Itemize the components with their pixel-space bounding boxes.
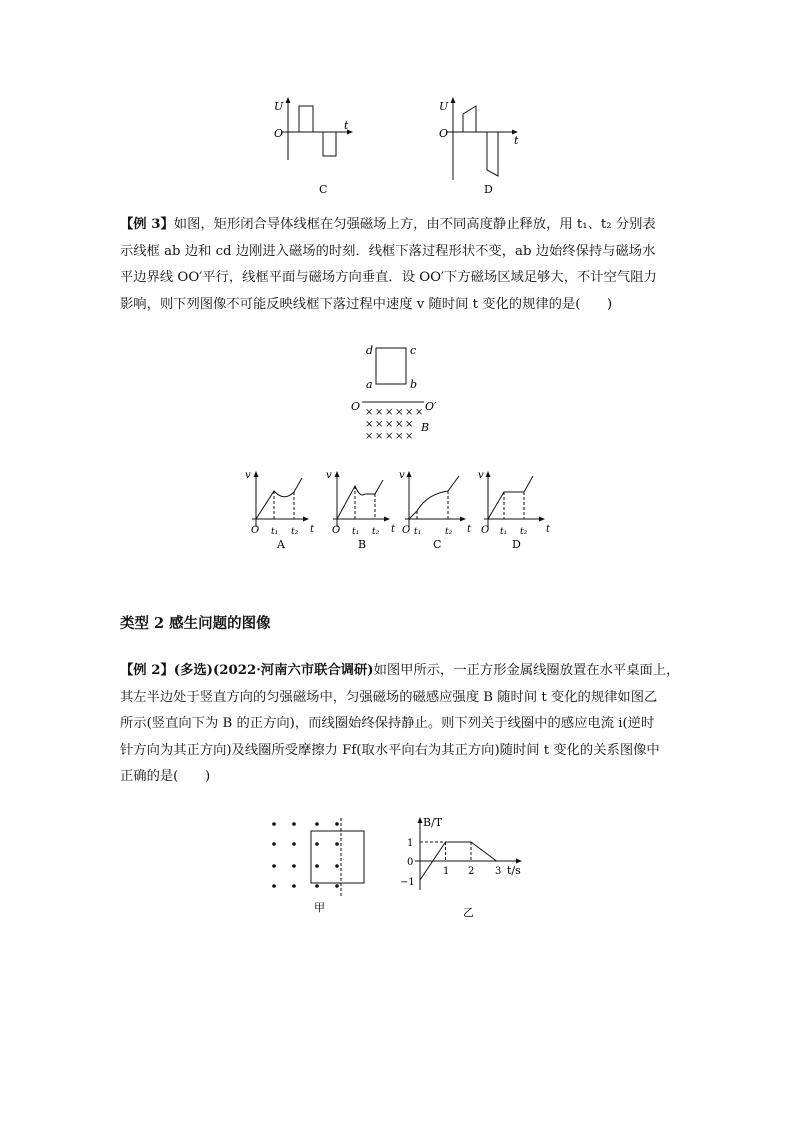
square-coil: [311, 831, 364, 883]
axis-t-label: t: [546, 524, 551, 535]
origin-label: O: [481, 525, 490, 536]
field-cross: ×: [375, 407, 384, 418]
field-dot: [315, 822, 319, 826]
axis-t-label: t: [344, 119, 349, 132]
wire-frame: [376, 348, 406, 384]
section-heading: 类型 2 感生问题的图像: [120, 615, 271, 632]
origin-label: O: [332, 525, 341, 536]
field-dot: [335, 864, 339, 868]
t2-label: t₂: [372, 527, 380, 537]
graph-label-d: D: [512, 538, 521, 551]
example-2-line-3: 所示(竖直向下为 B 的正方向)，而线圈始终保持静止。则下列关于线圈中的感应电流 i(逆时: [120, 716, 655, 731]
x-axis-label: t/s: [507, 864, 521, 877]
field-dot: [335, 842, 339, 846]
example-2-line-4: 针方向为其正方向)及线圈所受摩擦力 Ff(取水平向右为其正方向)随时间 t 变化的关系图像中: [120, 742, 660, 758]
corner-b: b: [410, 378, 418, 391]
corner-c: c: [410, 344, 417, 357]
graph-label-b: B: [358, 538, 367, 551]
origin-label: O: [402, 525, 411, 536]
example-3-line-4: 影响，则下列图像不可能反映线框下落过程中速度 v 随时间 t 变化的规律的是( ): [120, 296, 613, 312]
boundary-left-label: O: [351, 400, 361, 413]
y-tick-1: 1: [407, 838, 414, 849]
example-2-line-2: 其左半边处于竖直方向的匀强磁场中，匀强磁场的磁感应强度 B 随时间 t 变化的规律如图乙: [120, 689, 658, 705]
t1-label: t₁: [414, 527, 422, 537]
caption-jia: 甲: [314, 901, 325, 914]
v-graph-c: [399, 464, 479, 554]
field-cross: ×: [385, 419, 394, 430]
field-cross: ×: [385, 431, 394, 442]
field-cross: ×: [395, 431, 404, 442]
field-cross: ×: [375, 419, 384, 430]
graph-label-a: A: [277, 538, 285, 551]
origin-label: O: [274, 127, 284, 140]
field-cross: ×: [395, 407, 404, 418]
field-cross: ×: [365, 407, 374, 418]
example-3: [120, 212, 680, 318]
field-cross: ×: [405, 431, 414, 442]
field-cross: ×: [405, 419, 414, 430]
field-cross: ×: [365, 419, 374, 430]
t2-label: t₂: [520, 527, 528, 537]
top-graph-d: [430, 90, 530, 200]
v-graph-b: [323, 464, 403, 554]
field-dot: [292, 842, 296, 846]
field-dot: [315, 884, 319, 888]
axis-t-label: t: [467, 524, 472, 535]
graph-label-c: C: [319, 183, 328, 196]
field-dot: [335, 884, 339, 888]
y-tick-0: 0: [407, 857, 414, 868]
caption-yi: 乙: [463, 906, 474, 919]
example-3-line-3: 平边界线 OO′平行，线框平面与磁场方向垂直．设 OO′下方磁场区域足够大，不计空气阻力: [120, 270, 657, 285]
origin-label: O: [439, 127, 449, 140]
field-dot: [292, 822, 296, 826]
frame-figure: [345, 338, 455, 446]
graph-label-d: D: [484, 183, 493, 196]
y-tick-neg1: −1: [400, 877, 415, 888]
field-cross: ×: [395, 419, 404, 430]
field-cross: ×: [405, 407, 414, 418]
t1-label: t₁: [352, 527, 360, 537]
corner-d: d: [366, 344, 374, 357]
x-tick-1: 1: [443, 866, 450, 877]
t1-label: t₁: [500, 527, 508, 537]
magnetic-field-dots: [272, 822, 339, 888]
field-dot: [292, 864, 296, 868]
origin-label: O: [251, 525, 260, 536]
field-dot: [272, 864, 276, 868]
axis-v-label: v: [245, 470, 251, 481]
field-dot: [335, 822, 339, 826]
example-2-meta: (多选)(2022·河南六市联合调研): [173, 663, 374, 678]
x-tick-2: 2: [468, 866, 475, 877]
field-label: B: [421, 421, 430, 434]
axis-t-label: t: [514, 134, 519, 147]
example-3-line-2: 示线框 ab 边和 cd 边刚进入磁场的时刻．线框下落过程形状不变，ab 边始终保持与磁场水: [120, 243, 656, 259]
v-graph-d: [478, 464, 558, 554]
figure-yi-chart: [393, 812, 543, 922]
example-3-line-1: 如图，矩形闭合导体线框在匀强磁场上方，由不同高度静止释放，用 t₁、t₂ 分别表: [173, 217, 656, 232]
graph-label-c: C: [433, 538, 442, 551]
example-2-line-1: 如图甲所示，一正方形金属线圈放置在水平桌面上，: [373, 663, 680, 678]
field-dot: [315, 864, 319, 868]
axis-t-label: t: [391, 524, 396, 535]
axis-v-label: v: [326, 470, 332, 481]
y-axis-label: B/T: [423, 816, 443, 829]
axis-v-label: v: [478, 470, 484, 481]
example-2-tag: 【例 2】: [120, 663, 174, 678]
magnetic-field-crosses: [365, 407, 423, 442]
axis-t-label: t: [310, 524, 315, 535]
axis-u-label: U: [439, 100, 449, 113]
t2-label: t₂: [291, 527, 299, 537]
axis-v-label: v: [399, 470, 405, 481]
example-2-line-5: 正确的是( ): [120, 769, 211, 784]
figure-jia: [262, 812, 382, 917]
corner-a: a: [366, 378, 373, 391]
axis-u-label: U: [274, 100, 284, 113]
boundary-right-label: O′: [425, 400, 437, 413]
field-dot: [292, 884, 296, 888]
field-dot: [272, 822, 276, 826]
t2-label: t₂: [445, 527, 453, 537]
field-cross: ×: [385, 407, 394, 418]
field-cross: ×: [375, 431, 384, 442]
field-cross: ×: [415, 407, 424, 418]
t1-label: t₁: [271, 527, 279, 537]
field-dot: [272, 842, 276, 846]
top-graph-c: [265, 90, 365, 200]
v-graph-a: [242, 464, 322, 554]
x-tick-3: 3: [495, 866, 502, 877]
field-dot: [315, 842, 319, 846]
field-dot: [272, 884, 276, 888]
field-cross: ×: [365, 431, 374, 442]
example-3-tag: 【例 3】: [120, 217, 174, 232]
example-2: [120, 658, 680, 791]
